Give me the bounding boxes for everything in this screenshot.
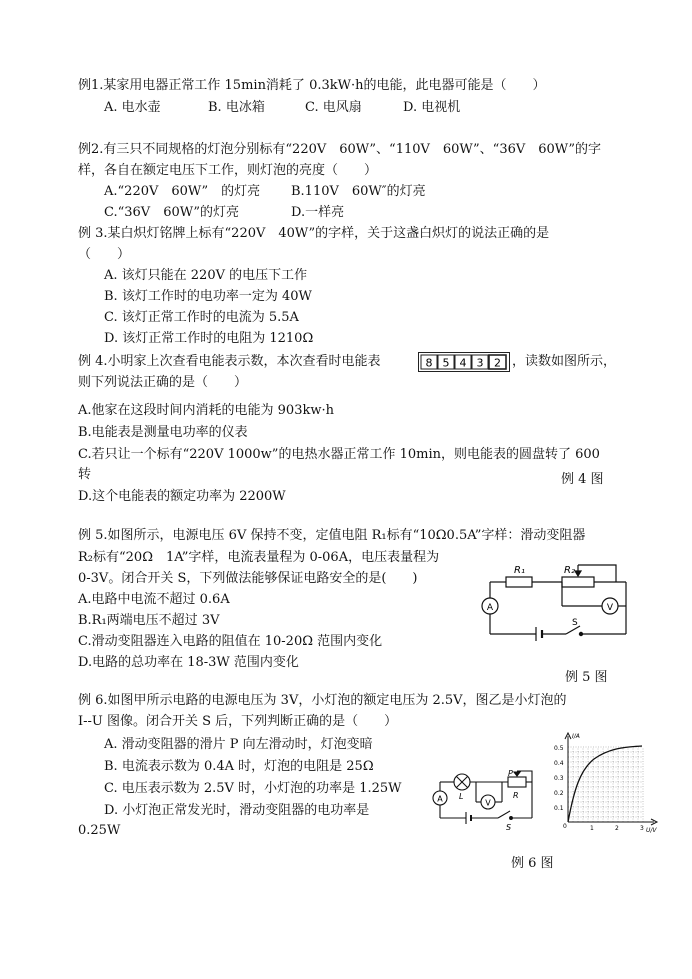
q2-option-c: C.“36V 60W”的灯亮 <box>104 205 239 220</box>
q4-stem-line1b: ，读数如图所示， <box>512 354 617 369</box>
q5-option-d: D.电路的总功率在 18-3W 范围内变化 <box>78 655 299 670</box>
x-tick-1: 1 <box>590 825 594 832</box>
q5-figure-caption: 例 5 图 <box>565 670 608 685</box>
y-tick-0.1: 0.1 <box>554 805 564 812</box>
label-ammeter: A <box>437 794 443 804</box>
q1-option-d: D. 电视机 <box>403 100 461 115</box>
rheostat-r <box>508 777 526 787</box>
q1-option-c: C. 电风扇 <box>305 100 362 115</box>
rheostat-slider <box>578 565 616 582</box>
q5-stem-line1: 例 5.如图所示，电源电压 6V 保持不变，定值电阻 R₁标有“10Ω0.5A”字样：滑动变阻器 <box>78 528 586 543</box>
rheostat-r2 <box>562 577 594 587</box>
q2-stem-line1: 例2.有三只不同规格的灯泡分别标有“220V 60W”、“110V 60W”、“36V 60W”的字 <box>78 142 602 157</box>
q5-option-c: C.滑动变阻器连入电路的阻值在 10-20Ω 范围内变化 <box>78 634 383 649</box>
q4-option-b: B.电能表是测量电功率的仪表 <box>78 425 248 440</box>
q4-stem-line2: 则下列说法正确的是（ ） <box>78 375 248 390</box>
label-switch: S <box>572 618 578 628</box>
q6-option-d-line2: 0.25W <box>78 823 121 838</box>
label-lamp: L <box>459 792 464 801</box>
q3-option-d: D. 该灯正常工作时的电阻为 1210Ω <box>104 331 314 346</box>
label-voltmeter: V <box>485 798 491 808</box>
label-switch: S <box>506 823 512 832</box>
q2-option-d: D.一样亮 <box>291 205 345 220</box>
q4-option-c-line1: C.若只让一个标有“220V 1000w”的电热水器正常工作 10min，则电能表的圆盘转了 600 <box>78 447 600 462</box>
q6-figure-caption: 例 6 图 <box>511 856 554 871</box>
q6-option-a: A. 滑动变阻器的滑片 P 向左滑动时，灯泡变暗 <box>104 737 373 752</box>
q1-option-a: A. 电水壶 <box>104 100 161 115</box>
meter-digit-4: 3 <box>476 356 484 370</box>
q4-figure-caption: 例 4 图 <box>561 472 604 487</box>
label-rheostat: R <box>513 791 519 800</box>
q2-option-b: B.110V 60W″的灯亮 <box>291 184 426 199</box>
q6-iu-graph <box>546 730 662 834</box>
x-tick-3: 3 <box>640 825 644 832</box>
label-r2: R₂ <box>564 565 575 576</box>
q1-stem: 例1.某家用电器正常工作 15min消耗了 0.3kW·h的电能，此电器可能是（ ） <box>78 78 546 93</box>
switch-s <box>498 811 510 818</box>
q6-option-c: C. 电压表示数为 2.5V 时，小灯泡的功率是 1.25W <box>104 781 402 796</box>
q2-option-a: A.“220V 60W” 的灯亮 <box>104 184 261 199</box>
label-voltmeter: V <box>606 603 614 613</box>
q5-option-a: A.电路中电流不超过 0.6A <box>78 592 230 607</box>
q5-option-b: B.R₁两端电压不超过 3V <box>78 613 220 628</box>
x-axis-label: U/V <box>646 827 657 834</box>
q6-circuit-diagram <box>428 768 540 832</box>
iu-curve <box>568 746 642 822</box>
label-slider: P <box>508 769 513 778</box>
rheostat-slider <box>517 771 532 818</box>
q5-stem-line3: 0-3V。闭合开关 S，下列做法能够保证电路安全的是( ) <box>78 571 418 586</box>
y-tick-0.5: 0.5 <box>554 745 564 752</box>
energy-meter-reading <box>418 352 510 372</box>
meter-digit-3: 4 <box>459 356 467 370</box>
x-tick-2: 2 <box>615 825 619 832</box>
q3-option-c: C. 该灯正常工作时的电流为 5.5A <box>104 310 299 325</box>
label-r1: R₁ <box>514 565 525 576</box>
q5-stem-line2: R₂标有“20Ω 1A”字样，电流表量程为 0-06A，电压表量程为 <box>78 550 440 565</box>
q2-stem-line2: 样，各自在额定电压下工作，则灯泡的亮度（ ） <box>78 163 378 178</box>
q4-option-a: A.他家在这段时间内消耗的电能为 903kw·h <box>78 403 334 418</box>
origin-label: 0 <box>563 823 567 830</box>
q3-option-b: B. 该灯工作时的电功率一定为 40W <box>104 289 312 304</box>
q4-option-d: D.这个电能表的额定功率为 2200W <box>78 489 286 504</box>
q6-stem-line1: 例 6.如图甲所示电路的电源电压为 3V，小灯泡的额定电压为 2.5V，图乙是小灯泡的 <box>78 693 567 708</box>
q4-option-c-line2: 转 <box>78 467 92 482</box>
q4-stem-line1a: 例 4.小明家上次查看电能表示数，本次查看时电能表 <box>78 354 381 369</box>
y-axis-label: I/A <box>572 733 580 740</box>
y-tick-0.4: 0.4 <box>554 760 564 767</box>
q6-stem-line2: I--U 图像。闭合开关 S 后，下列判断正确的是（ ） <box>78 714 398 729</box>
meter-digit-2: 5 <box>442 356 450 370</box>
meter-digit-1: 8 <box>425 356 433 370</box>
resistor-r1 <box>506 577 532 587</box>
q3-stem-line1: 例 3.某白炽灯铭牌上标有“220V 40W”的字样，关于这盏白炽灯的说法正确的是 <box>78 226 550 241</box>
q6-option-b: B. 电流表示数为 0.4A 时，灯泡的电阻是 25Ω <box>104 759 374 774</box>
q3-stem-line2: （ ） <box>78 247 131 262</box>
meter-digit-5: 2 <box>494 356 501 370</box>
label-ammeter: A <box>486 603 494 613</box>
q3-option-a: A. 该灯只能在 220V 的电压下工作 <box>104 268 308 283</box>
q6-option-d-line1: D. 小灯泡正常发光时，滑动变阻器的电功率是 <box>104 803 370 818</box>
q1-option-b: B. 电冰箱 <box>208 100 265 115</box>
y-tick-0.2: 0.2 <box>554 790 564 797</box>
y-tick-0.3: 0.3 <box>554 775 564 782</box>
q5-circuit-diagram <box>466 556 636 644</box>
